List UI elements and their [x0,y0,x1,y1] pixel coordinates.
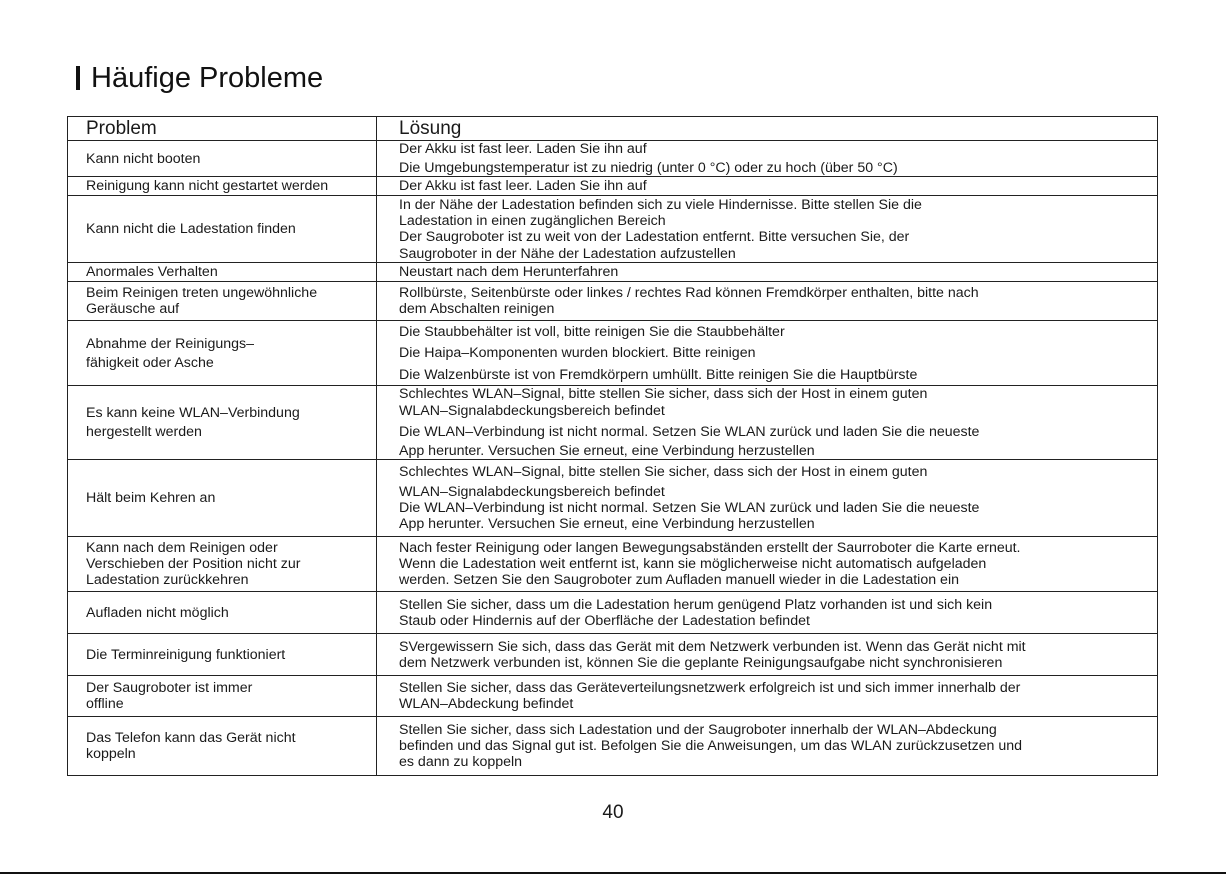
solution-text: Nach fester Reinigung oder langen Bewegungsabständen erstellt der Saurroboter die Karte erneut. [399,539,1021,556]
solution-text: Wenn die Ladestation weit entfernt ist, kann sie möglicherweise nicht automatisch aufgeladen [399,556,987,573]
problem-text: Abnahme der Reinigungs– [86,335,254,352]
problem-cell [68,717,377,776]
table-row [68,537,1158,592]
title-accent-bar [76,66,80,90]
table-row [68,196,1158,263]
solution-cell [377,282,1158,321]
page-number: 40 [602,802,624,823]
solution-text: App herunter. Versuchen Sie erneut, eine Verbindung herzustellen [399,515,815,532]
solution-text: Schlechtes WLAN–Signal, bitte stellen Sie sicher, dass sich der Host in einem guten [399,464,928,481]
problem-text: fähigkeit oder Asche [86,354,214,371]
solution-text: dem Netzwerk verbunden ist, können Sie die geplante Reinigungsaufgabe nicht synchronisieren [399,654,1003,671]
solution-text: Ladestation in einen zugänglichen Bereich [399,213,666,230]
column-header-problem: Problem [68,117,377,141]
table-row [68,717,1158,776]
problem-text: Kann nach dem Reinigen oder [86,539,278,556]
problem-text: Ladestation zurückkehren [86,572,249,589]
problem-text: Reinigung kann nicht gestartet werden [86,178,329,195]
solution-cell [377,634,1158,676]
solution-text: dem Abschalten reinigen [399,301,555,318]
problem-text: Beim Reinigen treten ungewöhnliche [86,285,318,302]
solution-cell [377,196,1158,263]
solution-cell [377,592,1158,634]
solution-text: Staub oder Hindernis auf der Oberfläche der Ladestation befindet [399,612,810,629]
table-row [68,386,1158,460]
problem-text: koppeln [86,746,136,763]
table-row [68,321,1158,386]
problem-text: Aufladen nicht möglich [86,604,229,621]
problem-cell [68,321,377,386]
solution-cell [377,177,1158,196]
table-row [68,263,1158,282]
table-header-row [68,117,1158,141]
solution-cell [377,537,1158,592]
solution-text: Der Akku ist fast leer. Laden Sie ihn auf [399,141,647,157]
solution-text: Neustart nach dem Herunterfahren [399,264,619,281]
problem-cell [68,676,377,717]
problem-cell [68,282,377,321]
problem-cell [68,460,377,537]
problem-cell [68,196,377,263]
column-header-solution: Lösung [377,117,1158,141]
problem-text: Das Telefon kann das Gerät nicht [86,730,296,747]
problem-cell [68,592,377,634]
solution-text: WLAN–Abdeckung befindet [399,696,574,713]
solution-text: Die WLAN–Verbindung ist nicht normal. Setzen Sie WLAN zurück und laden Sie die neueste [399,423,980,440]
solution-text: Die Umgebungstemperatur ist zu niedrig (unter 0 °C) oder zu hoch (über 50 °C) [399,160,898,177]
solution-cell [377,676,1158,717]
solution-cell [377,321,1158,386]
problem-text: Verschieben der Position nicht zur [86,556,301,573]
solution-text: In der Nähe der Ladestation befinden sich zu viele Hindernisse. Bitte stellen Sie die [399,197,922,213]
problem-text: Hält beim Kehren an [86,490,216,507]
problem-cell [68,386,377,460]
solution-text: Stellen Sie sicher, dass das Geräteverteilungsnetzwerk erfolgreich ist und sich immer innerhalb der [399,680,1021,697]
solution-text: Schlechtes WLAN–Signal, bitte stellen Sie sicher, dass sich der Host in einem guten [399,386,928,403]
solution-text: Der Saugroboter ist zu weit von der Ladestation entfernt. Bitte versuchen Sie, der [399,229,910,246]
problem-text: offline [86,696,124,713]
solution-text: werden. Setzen Sie den Saugroboter zum Aufladen manuell wieder in die Ladestation ein [399,572,959,589]
troubleshooting-table [67,116,1158,776]
solution-cell [377,386,1158,460]
problem-text: Es kann keine WLAN–Verbindung [86,405,300,422]
table-row [68,141,1158,177]
solution-text: Saugroboter in der Nähe der Ladestation aufzustellen [399,245,736,262]
solution-cell [377,717,1158,776]
problem-text: Der Saugroboter ist immer [86,680,253,697]
solution-text: Stellen Sie sicher, dass sich Ladestation und der Saugroboter innerhalb der WLAN–Abdeckung [399,721,997,738]
solution-cell [377,141,1158,177]
solution-text: Die Haipa–Komponenten wurden blockiert. Bitte reinigen [399,345,756,362]
problem-cell [68,177,377,196]
solution-text: Die Staubbehälter ist voll, bitte reinigen Sie die Staubbehälter [399,324,785,341]
problem-cell [68,537,377,592]
problem-text: hergestellt werden [86,424,202,441]
solution-text: Der Akku ist fast leer. Laden Sie ihn auf [399,178,647,195]
solution-text: WLAN–Signalabdeckungsbereich befindet [399,483,665,500]
table-row [68,282,1158,321]
solution-text: App herunter. Versuchen Sie erneut, eine Verbindung herzustellen [399,443,815,460]
problem-text: Kann nicht booten [86,150,201,167]
solution-text: Stellen Sie sicher, dass um die Ladestation herum genügend Platz vorhanden ist und sich kein [399,596,993,613]
problem-cell [68,634,377,676]
solution-text: befinden und das Signal gut ist. Befolgen Sie die Anweisungen, um das WLAN zurückzusetzen und [399,738,1023,755]
page-title: Häufige Probleme [91,62,324,94]
problem-text: Anormales Verhalten [86,264,218,281]
solution-text: es dann zu koppeln [399,754,523,771]
solution-text: Die WLAN–Verbindung ist nicht normal. Setzen Sie WLAN zurück und laden Sie die neueste [399,499,980,516]
solution-cell [377,460,1158,537]
solution-text: WLAN–Signalabdeckungsbereich befindet [399,402,665,419]
table-row [68,592,1158,634]
solution-text: SVergewissern Sie sich, dass das Gerät mit dem Netzwerk verbunden ist. Wenn das Gerät nicht mit [399,638,1026,655]
problem-text: Geräusche auf [86,301,180,318]
problem-text: Die Terminreinigung funktioniert [86,646,286,663]
solution-text: Die Walzenbürste ist von Fremdkörpern umhüllt. Bitte reinigen Sie die Hauptbürste [399,366,918,383]
table-row [68,460,1158,537]
problem-cell [68,263,377,282]
problem-text: Kann nicht die Ladestation finden [86,221,296,238]
solution-cell [377,263,1158,282]
solution-text: Rollbürste, Seitenbürste oder linkes / rechtes Rad können Fremdkörper enthalten, bitte nach [399,285,979,302]
table-row [68,634,1158,676]
problem-cell [68,141,377,177]
table-row [68,177,1158,196]
table-row [68,676,1158,717]
